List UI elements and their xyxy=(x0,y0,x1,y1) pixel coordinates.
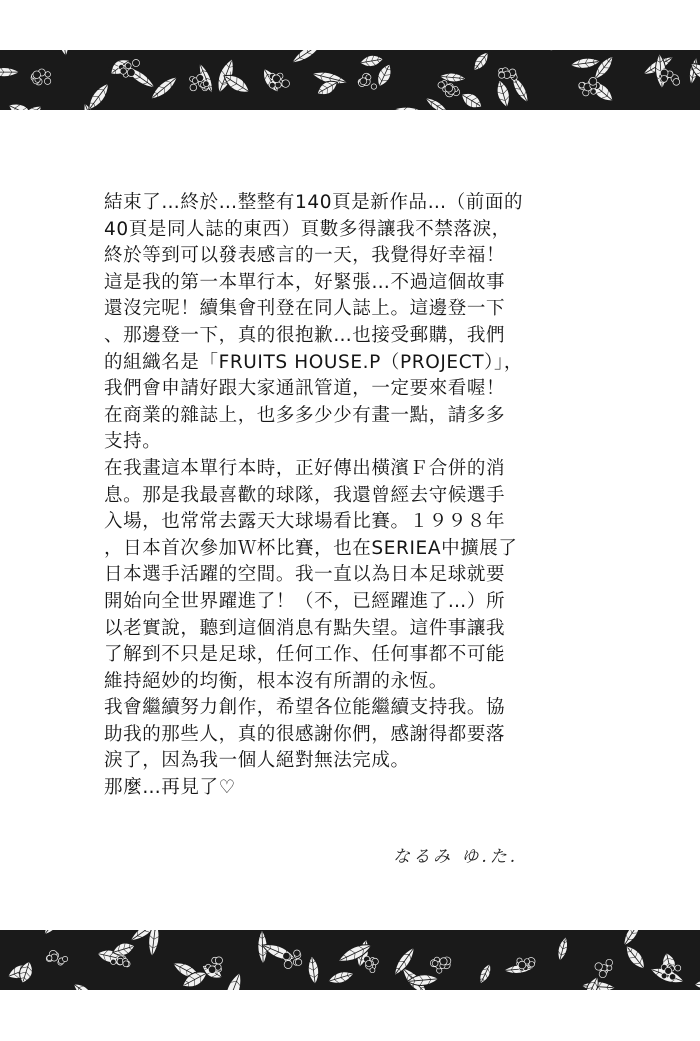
berry-cluster-icon xyxy=(499,68,518,81)
leaf-icon xyxy=(220,970,246,990)
leaf-pattern-bottom xyxy=(0,930,700,990)
leaf-icon xyxy=(326,968,355,987)
leaf-icon xyxy=(555,935,571,962)
berry-cluster-icon xyxy=(659,69,680,85)
berry-cluster-icon xyxy=(31,69,51,85)
leaf-icon xyxy=(621,942,649,973)
text-line: 助我的那些人，真的很感謝你們，感謝得都要落 xyxy=(104,723,506,745)
leaf-icon xyxy=(476,961,494,985)
text-line: 維持絕妙的均衡，根本沒有所謂的永恆。 xyxy=(104,670,448,692)
leaf-icon xyxy=(393,104,432,110)
leaf-icon xyxy=(620,930,645,949)
text-line: 、那邊登一下，真的很抱歉…也接受郵購，我們 xyxy=(104,324,506,346)
leaf-icon xyxy=(470,50,493,74)
text-line: 淚了，因為我一個人絕對無法完成。 xyxy=(104,750,410,772)
text-line: ，日本首次參加Ｗ杯比賽，也在SERIEA中擴展了 xyxy=(104,537,518,559)
leaf-icon xyxy=(70,980,96,990)
text-line: 這是我的第一本單行本，好緊張…不過這個故事 xyxy=(104,271,506,293)
text-line: 入場，也常常去露天大球場看比賽。１９９８年 xyxy=(104,511,506,533)
berry-cluster-icon xyxy=(46,950,67,965)
text-line: 40頁是同人誌的東西）頁數多得讓我不禁落淚， xyxy=(104,218,511,240)
text-line: 在商業的雜誌上，也多多少少有畫一點，請多多 xyxy=(104,404,506,426)
text-line: 還沒完呢！續集會刊登在同人誌上。這邊登一下 xyxy=(104,298,506,320)
floral-border-top xyxy=(0,50,700,110)
leaf-icon xyxy=(0,67,20,77)
author-signature: なるみ ゆ.た. xyxy=(393,847,519,867)
leaf-icon xyxy=(40,930,66,938)
berry-cluster-icon xyxy=(430,957,451,973)
leaf-icon xyxy=(546,50,565,54)
leaf-icon xyxy=(56,50,71,57)
text-line: 開始向全世界躍進了！（不，已經躍進了…）所 xyxy=(104,590,506,612)
leaf-icon xyxy=(433,985,464,990)
text-line: 終於等到可以發表感言的一天，我覺得好幸福！ xyxy=(104,245,506,267)
leaf-icon xyxy=(458,88,486,110)
leaf-icon xyxy=(569,56,601,71)
leaf-pattern-top xyxy=(0,50,700,110)
text-line: 支持。 xyxy=(104,431,162,453)
text-line: 在我畫這本單行本時，正好傳出橫濱Ｆ合併的消 xyxy=(104,457,506,479)
berry-cluster-icon xyxy=(595,959,613,977)
leaf-icon xyxy=(359,53,384,69)
leaf-icon xyxy=(493,78,513,109)
leaf-icon xyxy=(694,977,700,990)
text-line: 我會繼續努力創作，希望各位能繼續支持我。協 xyxy=(104,697,506,719)
leaf-icon xyxy=(519,930,536,931)
text-line: 結束了…終於…整整有140頁是新作品…（前面的 xyxy=(104,192,524,213)
leaf-icon xyxy=(306,955,321,985)
text-line: 那麼…再見了♡ xyxy=(104,777,236,799)
text-line: 息。那是我最喜歡的球隊，我還曾經去守候選手 xyxy=(104,484,506,506)
text-line: 的組織名是「FRUITS HOUSE.P（PROJECT）」， xyxy=(104,351,523,373)
leaf-icon xyxy=(289,50,326,67)
berry-cluster-icon xyxy=(364,956,379,973)
text-line: 了解到不只是足球，任何工作、任何事都不可能 xyxy=(104,644,506,666)
berry-cluster-icon xyxy=(358,73,376,89)
text-line: 日本選手活躍的空間。我一直以為日本足球就要 xyxy=(104,564,506,586)
text-line: 以老實說，聽到這個消息有點失望。這件事讓我 xyxy=(104,617,506,639)
text-line: 我們會申請好跟大家通訊管道，一定要來看喔！ xyxy=(104,378,506,400)
afterword-text xyxy=(104,190,604,802)
floral-border-bottom xyxy=(0,930,700,990)
berry-cluster-icon xyxy=(438,81,460,97)
